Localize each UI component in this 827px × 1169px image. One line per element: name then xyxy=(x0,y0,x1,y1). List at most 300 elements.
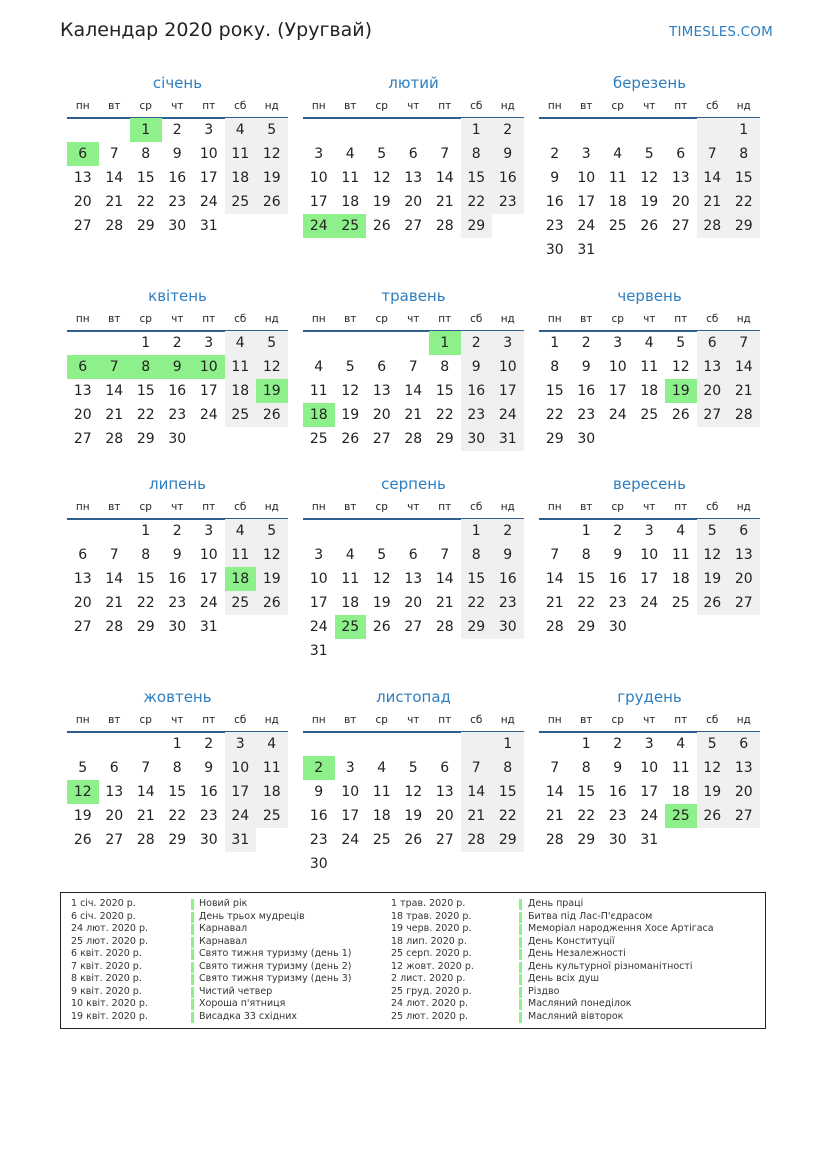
day-cell: 22 xyxy=(728,190,760,214)
day-cell: 23 xyxy=(492,190,524,214)
month-block xyxy=(67,287,288,487)
day-cell: 12 xyxy=(697,756,729,780)
day-cell: 30 xyxy=(461,427,493,451)
day-cell: 7 xyxy=(550,760,560,776)
day-cell: 22 xyxy=(545,407,564,423)
weekday-label: вт xyxy=(108,100,121,112)
weekday-label: сб xyxy=(470,313,483,325)
weekday-label: нд xyxy=(736,714,751,726)
day-cell: 22 xyxy=(461,190,493,214)
legend-holiday-marker xyxy=(191,987,194,998)
weekday-label: пн xyxy=(75,714,90,726)
day-cell: 23 xyxy=(577,407,596,423)
weekday-label: нд xyxy=(500,100,515,112)
weekday-label: чт xyxy=(407,313,420,325)
weekday-label: пт xyxy=(674,313,688,325)
month-name: липень xyxy=(148,475,207,493)
day-cell: 1 xyxy=(728,118,760,142)
day-cell: 31 xyxy=(225,828,257,852)
weekday-label: пн xyxy=(75,100,90,112)
day-cell: 3 xyxy=(314,146,324,162)
day-cell: 16 xyxy=(492,567,524,591)
day-cell: 7 xyxy=(440,547,450,563)
weekday-label: пн xyxy=(547,313,562,325)
holiday-day: 10 xyxy=(193,355,225,379)
weekday-label: нд xyxy=(736,501,751,513)
day-cell: 5 xyxy=(408,760,418,776)
legend-holiday-name: День культурної різноманітності xyxy=(528,960,693,972)
day-cell: 1 xyxy=(172,736,182,752)
holiday-day: 6 xyxy=(67,142,99,166)
day-cell: 1 xyxy=(581,523,591,539)
weekday-label: ср xyxy=(375,501,388,513)
month-name: червень xyxy=(617,287,682,305)
day-cell: 29 xyxy=(461,615,493,639)
legend-holiday-name: Хороша п'ятниця xyxy=(199,998,286,1009)
month-name: серпень xyxy=(381,475,446,493)
legend-date: 25 серп. 2020 р. xyxy=(391,948,472,959)
legend-date: 6 січ. 2020 р. xyxy=(71,910,136,922)
weekday-label: вт xyxy=(108,501,121,513)
day-cell: 16 xyxy=(168,170,187,186)
weekday-label: пт xyxy=(674,714,688,726)
day-cell: 10 xyxy=(492,355,524,379)
legend-holiday-marker xyxy=(519,924,522,935)
day-cell: 2 xyxy=(172,122,182,138)
weekday-label: сб xyxy=(470,714,483,726)
day-cell: 2 xyxy=(172,335,182,351)
weekday-label: нд xyxy=(264,313,279,325)
holiday-day: 1 xyxy=(130,118,162,142)
day-cell: 16 xyxy=(492,166,524,190)
day-cell: 18 xyxy=(671,571,690,587)
day-cell: 7 xyxy=(109,146,119,162)
day-cell: 24 xyxy=(492,403,524,427)
day-cell: 27 xyxy=(105,832,124,848)
day-cell: 9 xyxy=(204,760,214,776)
day-cell: 15 xyxy=(136,170,155,186)
day-cell: 17 xyxy=(309,194,328,210)
day-cell: 2 xyxy=(204,736,214,752)
weekday-label: вт xyxy=(344,100,357,112)
day-cell: 19 xyxy=(73,808,92,824)
day-cell: 1 xyxy=(461,519,493,543)
month-block xyxy=(303,74,524,274)
day-cell: 31 xyxy=(199,619,218,635)
day-cell: 17 xyxy=(492,379,524,403)
weekday-label: нд xyxy=(736,100,751,112)
month-name: березень xyxy=(612,74,687,92)
day-cell: 23 xyxy=(309,832,328,848)
day-cell: 12 xyxy=(372,170,391,186)
day-cell: 26 xyxy=(73,832,92,848)
day-cell: 28 xyxy=(404,431,423,447)
month-name: січень xyxy=(152,74,203,92)
legend-holiday-name: Масляний понеділок xyxy=(528,998,632,1009)
day-cell: 16 xyxy=(309,808,328,824)
weekday-label: чт xyxy=(171,313,184,325)
legend-date: 8 квіт. 2020 р. xyxy=(71,973,142,984)
day-cell: 22 xyxy=(136,595,155,611)
day-cell: 21 xyxy=(728,379,760,403)
day-cell: 26 xyxy=(372,218,391,234)
day-cell: 20 xyxy=(697,379,729,403)
legend-holiday-marker xyxy=(519,912,522,923)
day-cell: 20 xyxy=(404,595,423,611)
day-cell: 3 xyxy=(644,736,654,752)
legend-holiday-name: Свято тижня туризму (день 3) xyxy=(199,973,352,984)
day-cell: 19 xyxy=(404,808,423,824)
day-cell: 7 xyxy=(440,146,450,162)
day-cell: 13 xyxy=(404,170,423,186)
day-cell: 4 xyxy=(345,146,355,162)
day-cell: 11 xyxy=(225,355,257,379)
day-cell: 7 xyxy=(697,142,729,166)
legend-date: 2 лист. 2020 р. xyxy=(391,973,466,984)
day-cell: 4 xyxy=(225,331,257,355)
weekday-label: чт xyxy=(643,501,656,513)
day-cell: 25 xyxy=(225,403,257,427)
weekday-label: пн xyxy=(311,714,326,726)
day-cell: 3 xyxy=(204,335,214,351)
day-cell: 27 xyxy=(728,591,760,615)
month-name: травень xyxy=(381,287,446,305)
day-cell: 26 xyxy=(404,832,423,848)
weekday-label: вт xyxy=(344,501,357,513)
day-cell: 9 xyxy=(172,146,182,162)
day-cell: 19 xyxy=(256,567,288,591)
day-cell: 13 xyxy=(697,355,729,379)
day-cell: 15 xyxy=(136,383,155,399)
day-cell: 14 xyxy=(435,170,454,186)
day-cell: 28 xyxy=(697,214,729,238)
weekday-label: вт xyxy=(580,313,593,325)
day-cell: 23 xyxy=(168,407,187,423)
day-cell: 9 xyxy=(492,142,524,166)
weekday-label: сб xyxy=(234,313,247,325)
site-brand-link[interactable]: TIMESLES.COM xyxy=(669,24,773,40)
legend-holiday-name: Битва під Лас-П'єдрасом xyxy=(528,910,653,922)
day-cell: 29 xyxy=(136,619,155,635)
day-cell: 22 xyxy=(136,194,155,210)
day-cell: 3 xyxy=(345,760,355,776)
legend-holiday-marker xyxy=(519,974,522,985)
day-cell: 11 xyxy=(225,543,257,567)
day-cell: 6 xyxy=(109,760,119,776)
holiday-day: 19 xyxy=(256,379,288,403)
day-cell: 22 xyxy=(168,808,187,824)
day-cell: 22 xyxy=(577,808,596,824)
legend-date: 25 груд. 2020 р. xyxy=(391,985,472,997)
day-cell: 13 xyxy=(435,784,454,800)
day-cell: 1 xyxy=(492,732,524,756)
month-block xyxy=(303,688,524,888)
weekday-label: чт xyxy=(171,100,184,112)
day-cell: 9 xyxy=(550,170,560,186)
month-block xyxy=(67,74,288,274)
day-cell: 30 xyxy=(492,615,524,639)
weekday-label: пн xyxy=(311,100,326,112)
day-cell: 12 xyxy=(341,383,360,399)
weekday-label: ср xyxy=(611,313,624,325)
weekday-label: нд xyxy=(500,501,515,513)
day-cell: 8 xyxy=(550,359,560,375)
weekday-label: пн xyxy=(75,313,90,325)
weekday-label: ср xyxy=(611,714,624,726)
day-cell: 20 xyxy=(372,407,391,423)
day-cell: 26 xyxy=(697,591,729,615)
legend-holiday-name: Висадка 33 східних xyxy=(199,1010,298,1022)
day-cell: 11 xyxy=(225,142,257,166)
holiday-day: 8 xyxy=(130,355,162,379)
weekday-label: ср xyxy=(139,100,152,112)
day-cell: 9 xyxy=(492,543,524,567)
day-cell: 11 xyxy=(309,383,328,399)
holiday-day: 25 xyxy=(335,214,367,238)
day-cell: 25 xyxy=(372,832,391,848)
day-cell: 1 xyxy=(141,335,151,351)
weekday-label: ср xyxy=(375,714,388,726)
day-cell: 10 xyxy=(640,760,659,776)
day-cell: 6 xyxy=(78,547,88,563)
weekday-label: пн xyxy=(547,501,562,513)
month-name: жовтень xyxy=(143,688,212,706)
day-cell: 5 xyxy=(256,118,288,142)
day-cell: 27 xyxy=(728,804,760,828)
day-cell: 15 xyxy=(461,567,493,591)
day-cell: 20 xyxy=(728,567,760,591)
day-cell: 20 xyxy=(435,808,454,824)
day-cell: 23 xyxy=(168,194,187,210)
day-cell: 18 xyxy=(608,194,627,210)
legend-date: 18 трав. 2020 р. xyxy=(391,910,472,922)
day-cell: 10 xyxy=(640,547,659,563)
day-cell: 5 xyxy=(377,547,387,563)
weekday-label: вт xyxy=(108,313,121,325)
legend-date: 12 жовт. 2020 р. xyxy=(391,960,474,972)
day-cell: 3 xyxy=(225,732,257,756)
day-cell: 26 xyxy=(341,431,360,447)
weekday-label: вт xyxy=(580,501,593,513)
day-cell: 7 xyxy=(550,547,560,563)
day-cell: 24 xyxy=(199,194,218,210)
day-cell: 7 xyxy=(141,760,151,776)
day-cell: 2 xyxy=(172,523,182,539)
legend-date: 1 трав. 2020 р. xyxy=(391,898,466,909)
legend-holiday-marker xyxy=(191,1012,194,1023)
day-cell: 29 xyxy=(136,218,155,234)
day-cell: 21 xyxy=(435,194,454,210)
day-cell: 27 xyxy=(372,431,391,447)
legend-holiday-name: Свято тижня туризму (день 2) xyxy=(199,960,352,972)
day-cell: 11 xyxy=(341,170,360,186)
day-cell: 27 xyxy=(73,218,92,234)
day-cell: 6 xyxy=(408,547,418,563)
day-cell: 11 xyxy=(671,760,690,776)
weekday-label: нд xyxy=(500,714,515,726)
weekday-label: пн xyxy=(311,313,326,325)
weekday-label: пн xyxy=(311,501,326,513)
day-cell: 14 xyxy=(435,571,454,587)
weekend-blank xyxy=(697,118,729,142)
day-cell: 12 xyxy=(640,170,659,186)
day-cell: 4 xyxy=(613,146,623,162)
legend-holiday-name: Свято тижня туризму (день 1) xyxy=(199,948,352,959)
day-cell: 9 xyxy=(172,547,182,563)
day-cell: 29 xyxy=(435,431,454,447)
day-cell: 17 xyxy=(608,383,627,399)
weekday-label: пт xyxy=(202,313,216,325)
day-cell: 24 xyxy=(199,595,218,611)
day-cell: 13 xyxy=(728,543,760,567)
day-cell: 26 xyxy=(697,804,729,828)
day-cell: 18 xyxy=(341,595,360,611)
day-cell: 1 xyxy=(550,335,560,351)
day-cell: 2 xyxy=(492,118,524,142)
legend-holiday-name: Карнавал xyxy=(199,935,248,947)
day-cell: 14 xyxy=(136,784,155,800)
day-cell: 21 xyxy=(105,194,124,210)
day-cell: 30 xyxy=(545,242,564,258)
day-cell: 8 xyxy=(492,756,524,780)
day-cell: 22 xyxy=(577,595,596,611)
legend-holiday-marker xyxy=(519,987,522,998)
holiday-legend xyxy=(60,892,766,1029)
day-cell: 29 xyxy=(136,431,155,447)
weekday-label: сб xyxy=(234,714,247,726)
weekday-label: пт xyxy=(438,501,452,513)
legend-date: 19 черв. 2020 р. xyxy=(391,923,472,934)
day-cell: 6 xyxy=(697,331,729,355)
day-cell: 29 xyxy=(168,832,187,848)
legend-holiday-marker xyxy=(519,999,522,1010)
day-cell: 11 xyxy=(640,359,659,375)
day-cell: 21 xyxy=(136,808,155,824)
day-cell: 8 xyxy=(440,359,450,375)
day-cell: 28 xyxy=(728,403,760,427)
day-cell: 9 xyxy=(613,547,623,563)
day-cell: 19 xyxy=(697,567,729,591)
weekday-label: сб xyxy=(470,501,483,513)
day-cell: 1 xyxy=(141,523,151,539)
legend-date: 24 лют. 2020 р. xyxy=(71,923,148,934)
day-cell: 23 xyxy=(199,808,218,824)
day-cell: 26 xyxy=(372,619,391,635)
legend-holiday-marker xyxy=(519,899,522,910)
day-cell: 3 xyxy=(644,523,654,539)
day-cell: 7 xyxy=(461,756,493,780)
day-cell: 5 xyxy=(256,331,288,355)
page-title: Календар 2020 року. (Уругвай) xyxy=(60,19,373,41)
day-cell: 22 xyxy=(492,804,524,828)
day-cell: 24 xyxy=(225,804,257,828)
day-cell: 7 xyxy=(408,359,418,375)
day-cell: 31 xyxy=(640,832,659,848)
day-cell: 12 xyxy=(404,784,423,800)
day-cell: 30 xyxy=(608,832,627,848)
day-cell: 9 xyxy=(613,760,623,776)
weekday-label: ср xyxy=(375,313,388,325)
day-cell: 11 xyxy=(608,170,627,186)
day-cell: 3 xyxy=(581,146,591,162)
day-cell: 12 xyxy=(671,359,690,375)
day-cell: 29 xyxy=(492,828,524,852)
legend-holiday-marker xyxy=(519,962,522,973)
day-cell: 13 xyxy=(372,383,391,399)
day-cell: 29 xyxy=(577,832,596,848)
legend-date: 19 квіт. 2020 р. xyxy=(71,1010,148,1022)
weekday-label: чт xyxy=(643,313,656,325)
weekday-label: пт xyxy=(202,714,216,726)
legend-holiday-name: Різдво xyxy=(528,985,560,997)
month-name: вересень xyxy=(613,475,686,493)
day-cell: 4 xyxy=(345,547,355,563)
day-cell: 14 xyxy=(697,166,729,190)
weekday-label: пт xyxy=(202,501,216,513)
day-cell: 1 xyxy=(581,736,591,752)
day-cell: 25 xyxy=(225,190,257,214)
day-cell: 9 xyxy=(461,355,493,379)
day-cell: 30 xyxy=(608,619,627,635)
weekday-label: нд xyxy=(500,313,515,325)
day-cell: 5 xyxy=(377,146,387,162)
day-cell: 29 xyxy=(577,619,596,635)
day-cell: 30 xyxy=(309,856,328,872)
weekday-label: чт xyxy=(171,714,184,726)
day-cell: 24 xyxy=(608,407,627,423)
day-cell: 12 xyxy=(372,571,391,587)
day-cell: 30 xyxy=(168,619,187,635)
weekday-label: ср xyxy=(375,100,388,112)
month-name: листопад xyxy=(376,688,451,706)
day-cell: 13 xyxy=(73,571,92,587)
day-cell: 9 xyxy=(314,784,324,800)
weekday-label: сб xyxy=(706,100,719,112)
legend-holiday-marker xyxy=(191,962,194,973)
day-cell: 4 xyxy=(225,519,257,543)
day-cell: 13 xyxy=(404,571,423,587)
holiday-day: 9 xyxy=(162,355,194,379)
day-cell: 20 xyxy=(728,780,760,804)
day-cell: 16 xyxy=(199,784,218,800)
day-cell: 6 xyxy=(676,146,686,162)
legend-date: 10 квіт. 2020 р. xyxy=(71,998,148,1009)
day-cell: 14 xyxy=(545,571,564,587)
day-cell: 18 xyxy=(671,784,690,800)
day-cell: 14 xyxy=(105,383,124,399)
legend-holiday-name: Меморіал народження Хосе Артігаса xyxy=(528,923,714,934)
day-cell: 18 xyxy=(640,383,659,399)
weekday-label: чт xyxy=(171,501,184,513)
day-cell: 10 xyxy=(199,547,218,563)
day-cell: 24 xyxy=(640,808,659,824)
day-cell: 16 xyxy=(608,784,627,800)
day-cell: 28 xyxy=(105,431,124,447)
day-cell: 23 xyxy=(608,808,627,824)
day-cell: 31 xyxy=(199,218,218,234)
day-cell: 25 xyxy=(256,804,288,828)
legend-holiday-marker xyxy=(191,974,194,985)
holiday-day: 6 xyxy=(67,355,99,379)
day-cell: 16 xyxy=(168,571,187,587)
day-cell: 3 xyxy=(492,331,524,355)
day-cell: 19 xyxy=(697,780,729,804)
day-cell: 10 xyxy=(309,170,328,186)
day-cell: 3 xyxy=(613,335,623,351)
day-cell: 8 xyxy=(461,543,493,567)
day-cell: 2 xyxy=(613,523,623,539)
legend-holiday-marker xyxy=(191,937,194,948)
